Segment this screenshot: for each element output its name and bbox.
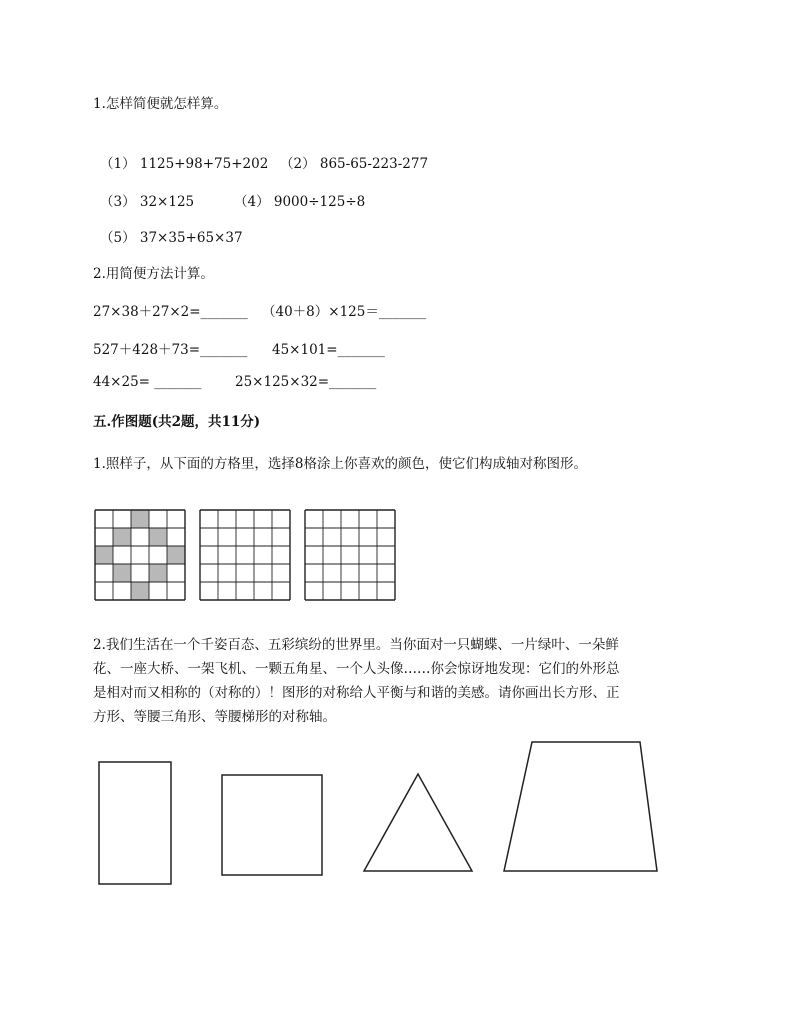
shaded-cell (131, 510, 149, 528)
s5-q2-line-2: 花、一座大桥、一架飞机、一颗五角星、一个人头像……你会惊讶地发现：它们的外形总 (93, 661, 620, 677)
shaded-cell (149, 528, 167, 546)
shaded-cell (167, 546, 185, 564)
q2-row1-right: （40＋8）×125＝_______ (262, 304, 427, 320)
shaded-cell (113, 528, 131, 546)
q1-item-1: （1） 1125+98+75+202 (100, 156, 269, 172)
shapes-figure (92, 740, 664, 888)
q1-item-3: （3） 32×125 (100, 194, 195, 210)
s5-q2-line-3: 是相对而又相称的（对称的）！图形的对称给人平衡与和谐的美感。请你画出长方形、正 (93, 685, 620, 701)
isosceles-trapezoid-shape[interactable] (504, 742, 657, 871)
shaded-cell (113, 564, 131, 582)
shaded-cell (95, 546, 113, 564)
q2-row2-right: 45×101=_______ (272, 342, 385, 358)
blank-grid-2[interactable] (304, 509, 396, 601)
q2-row3-right: 25×125×32=_______ (235, 374, 377, 390)
q1-item-2: （2） 865-65-223-277 (280, 156, 429, 172)
shaded-cell (131, 582, 149, 600)
rectangle-shape[interactable] (99, 762, 171, 884)
q2-row1-left: 27×38＋27×2=_______ (93, 304, 248, 320)
blank-grid-1[interactable] (199, 509, 291, 601)
q1-item-4: （4） 9000÷125÷8 (234, 194, 366, 210)
q1-item-5: （5） 37×35+65×37 (100, 230, 243, 246)
q2-row3-left: 44×25= _______ (93, 374, 202, 390)
shaded-cell (149, 564, 167, 582)
s5-q2-line-4: 方形、等腰三角形、等腰梯形的对称轴。 (93, 709, 336, 725)
sample-grid (94, 509, 186, 601)
s5-q1-text: 1.照样子，从下面的方格里，选择8格涂上你喜欢的颜色，使它们构成轴对称图形。 (93, 456, 587, 472)
section-heading: 五.作图题(共2题，共11分) (93, 414, 261, 430)
square-shape[interactable] (222, 775, 322, 875)
q2-row2-left: 527＋428＋73=_______ (93, 342, 248, 358)
q1-title: 1.怎样简便就怎样算。 (93, 96, 228, 112)
isosceles-triangle-shape[interactable] (364, 774, 472, 871)
q2-title: 2.用简便方法计算。 (93, 266, 214, 282)
s5-q2-line-1: 2.我们生活在一个千姿百态、五彩缤纷的世界里。当你面对一只蝴蝶、一片绿叶、一朵鲜 (93, 637, 619, 653)
